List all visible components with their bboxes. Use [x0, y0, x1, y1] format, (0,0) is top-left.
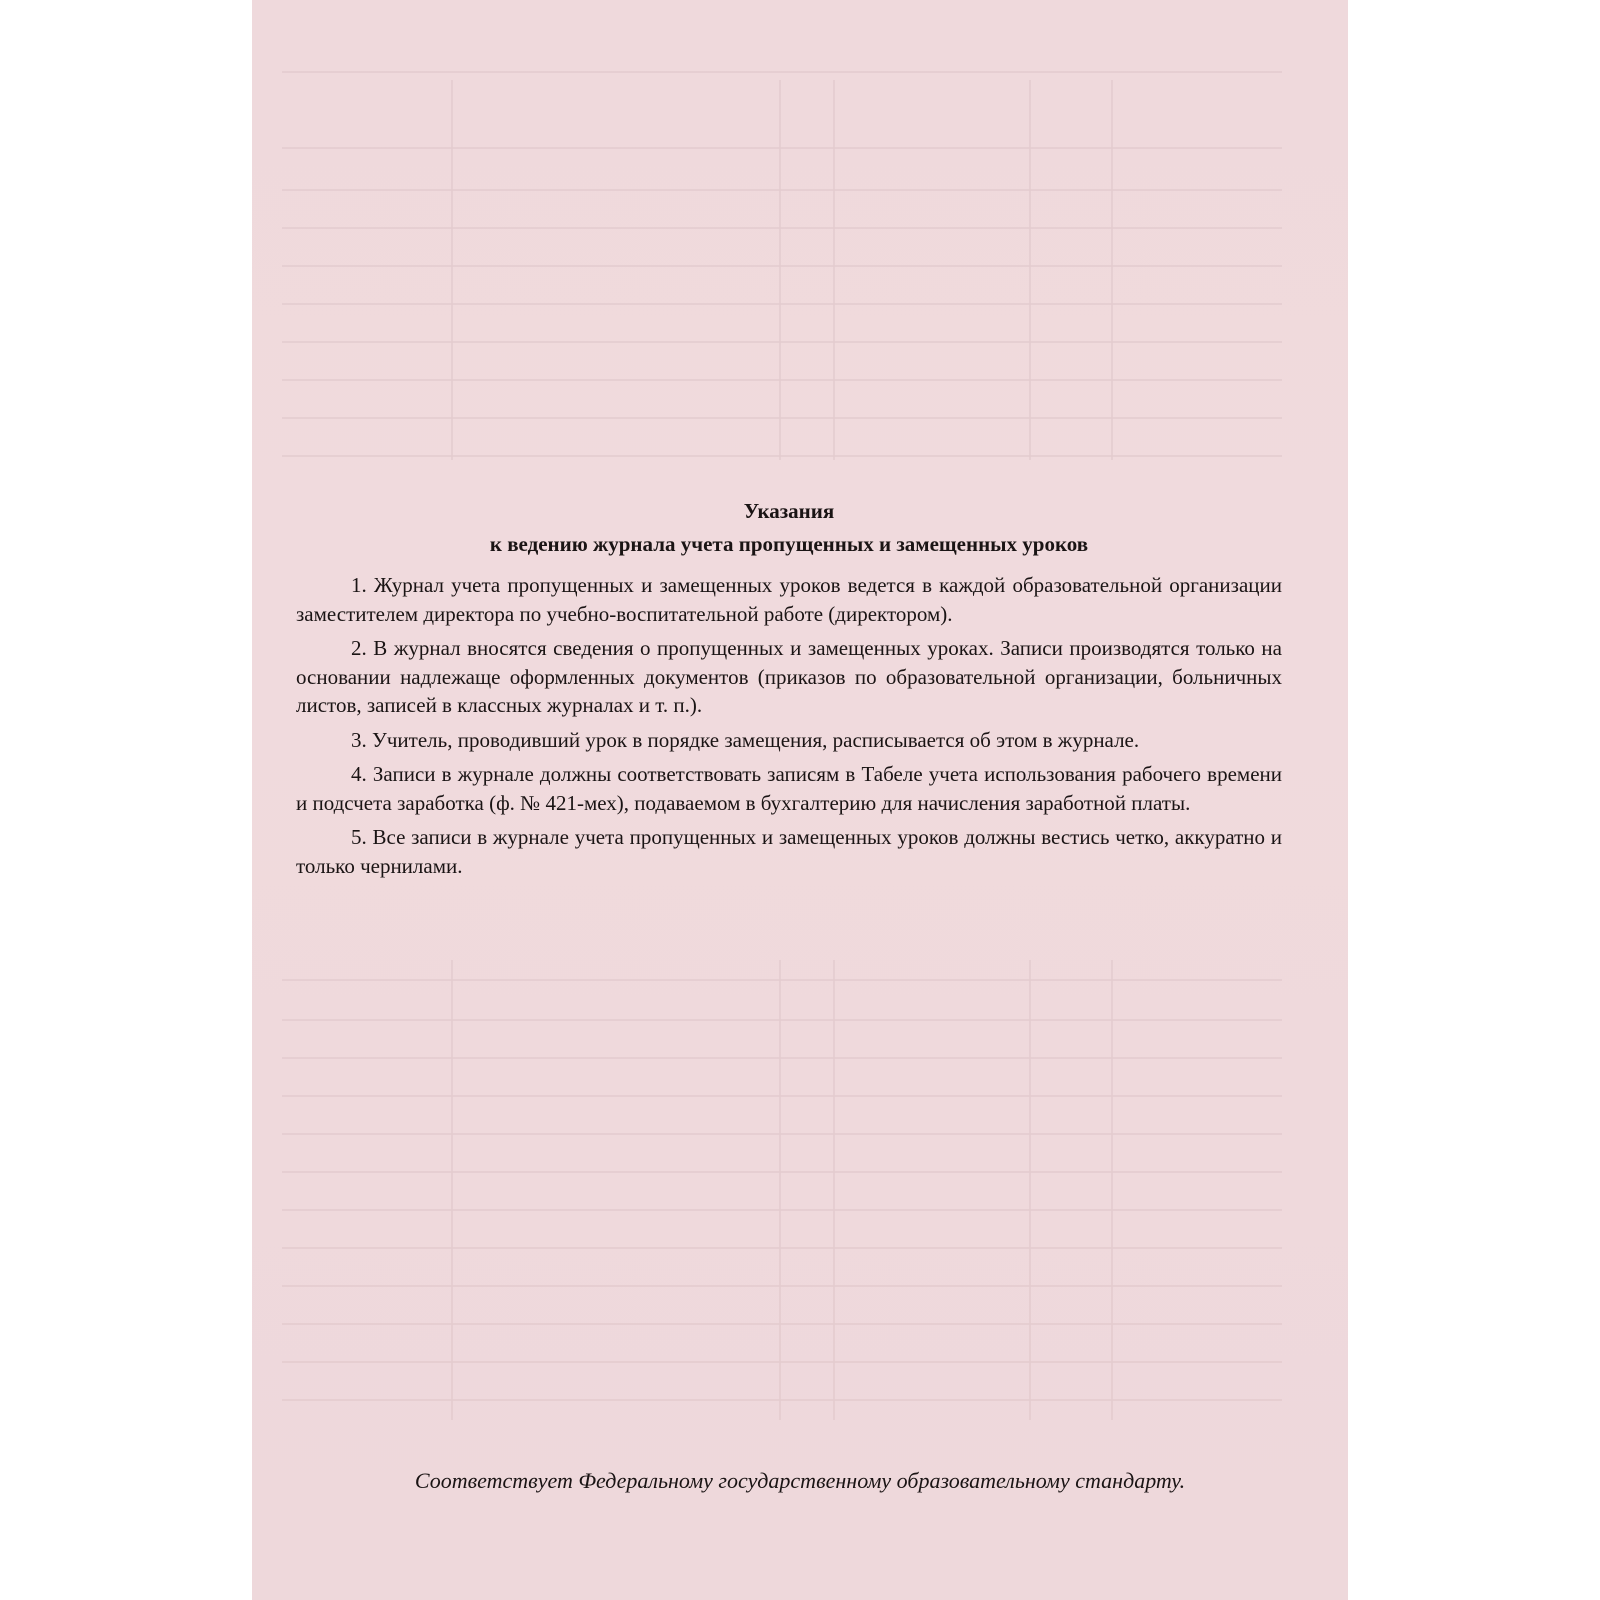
document-page — [252, 0, 1348, 1600]
document-title: Указания — [743, 499, 835, 523]
instruction-paragraph-3: 3. Учитель, проводивший урок в порядке замещения, расписывается об этом в журнале. — [351, 727, 1140, 752]
document-subtitle: к ведению журнала учета пропущенных и замещенных уроков — [489, 532, 1089, 556]
instruction-paragraph-4: 4. Записи в журнале должны соответствовать записям в Табеле учета использования рабочего времени и подсчета заработка (ф. № 421-мех), подаваемом в бухгалтерию для начисления заработной платы. — [296, 762, 1282, 815]
instruction-paragraph-2: 2. В журнал вносятся сведения о пропущенных и замещенных уроках. Записи производятся только на основании надлежаще оформленных документов (приказов по образовательной организации, больничных листов, записей в классных журналах и т. п.). — [296, 636, 1282, 717]
instruction-paragraph-5: 5. Все записи в журнале учета пропущенных и замещенных уроков должны вестись четко, аккуратно и только чернилами. — [296, 825, 1282, 878]
standard-compliance-note: Соответствует Федеральному государственному образовательному стандарту. — [414, 1468, 1186, 1493]
instruction-paragraph-1: 1. Журнал учета пропущенных и замещенных уроков ведется в каждой образовательной организации заместителем директора по учебно-воспитательной работе (директором). — [296, 573, 1282, 626]
instructions-block — [296, 495, 1282, 886]
